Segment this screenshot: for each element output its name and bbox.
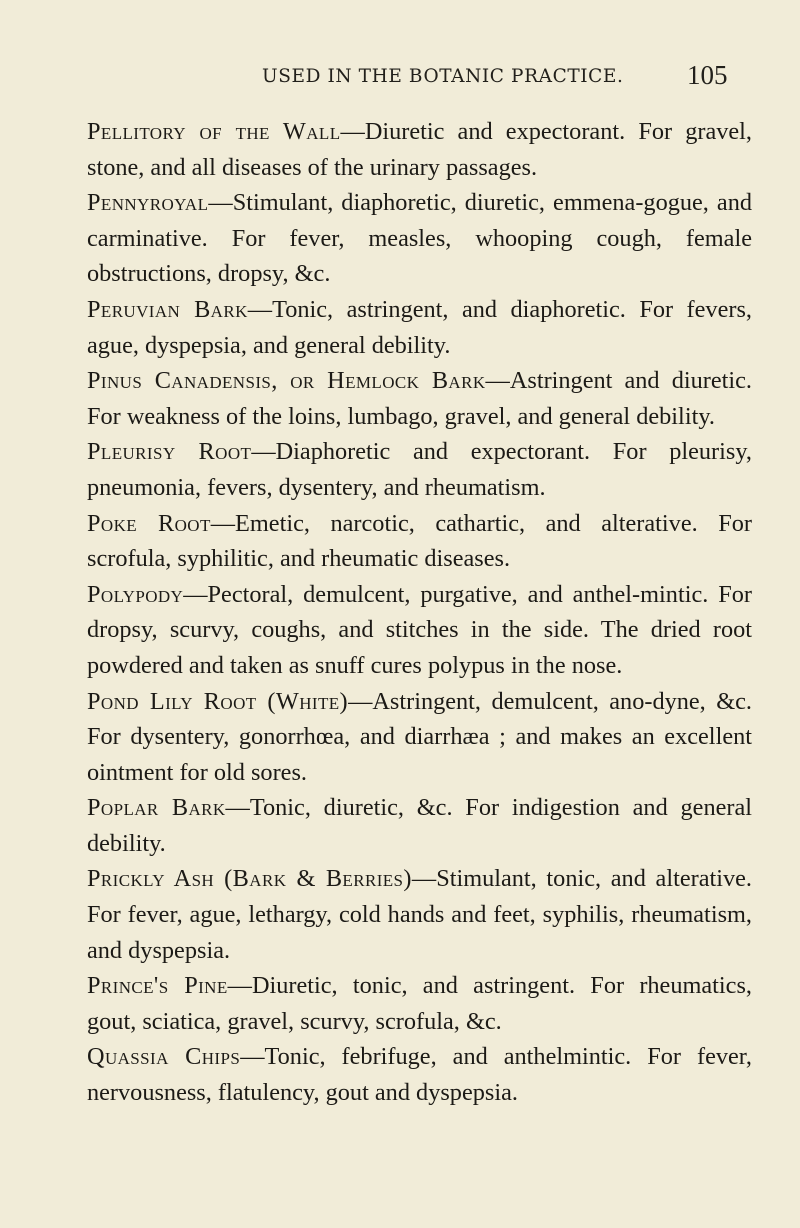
entry-pleurisy-root [87,434,752,505]
entry-text: —Tonic, diuretic, &c. For indigestion and general debility. [87,794,752,857]
entry-text: —Pectoral, demulcent, purgative, and anthel-mintic. For dropsy, scurvy, coughs, and stitches in the side. The dried root powdered and taken as snuff cures polypus in the nose. [87,580,752,679]
entry-headword: Prince's Pine [87,972,228,1000]
entry-text: —Stimulant, diaphoretic, diuretic, emmena-gogue, and carminative. For fever, measles, whooping cough, female obstructions, dropsy, &c. [87,189,752,288]
entry-peruvian-bark [87,292,752,363]
entry-headword: Poplar Bark [87,794,226,822]
entry-text: —Emetic, narcotic, cathartic, and alterative. For scrofula, syphilitic, and rheumatic diseases. [87,509,752,573]
body-text [87,114,752,1111]
entry-prickly-ash [87,861,752,968]
entry-text: —Astringent, demulcent, ano-dyne, &c. For dysentery, gonorrhœa, and diarrhæa ; and makes an excellent ointment for old sores. [87,687,752,786]
entry-text: —Stimulant, tonic, and alterative. For fever, ague, lethargy, cold hands and feet, syphilis, rheumatism, and dyspepsia. [87,865,752,964]
entry-pellitory-of-the-wall [87,114,752,185]
entry-headword: Pellitory of the Wall [87,118,341,145]
entry-text: —Diuretic and expectorant. For gravel, stone, and all diseases of the urinary passages. [87,118,753,181]
entry-poke-root [87,506,752,577]
entry-headword: Pleurisy Root [87,438,252,466]
entry-text: —Diuretic, tonic, and astringent. For rheumatics, gout, sciatica, gravel, scurvy, scrofula, &c. [87,972,752,1035]
entry-headword: Quassia Chips [87,1043,241,1071]
entry-headword: Prickly Ash (Bark & Berries) [87,865,412,893]
entry-text: —Tonic, astringent, and diaphoretic. For fevers, ague, dyspepsia, and general debility. [87,295,752,359]
entry-text: —Astringent and diuretic. For weakness of the loins, lumbago, gravel, and general debility. [87,367,752,430]
entry-headword: Peruvian Bark [87,295,248,323]
entry-poplar-bark [87,790,752,861]
running-header [0,60,800,94]
entry-pond-lily-root [87,684,752,791]
entry-pinus-canadensis [87,363,752,434]
entry-text: —Diaphoretic and expectorant. For pleurisy, pneumonia, fevers, dysentery, and rheumatism. [87,438,752,501]
entry-quassia-chips [87,1039,752,1110]
entry-text: —Tonic, febrifuge, and anthelmintic. For fever, nervousness, flatulency, gout and dyspepsia. [87,1043,752,1107]
running-title: USED IN THE BOTANIC PRACTICE. [262,66,624,87]
entry-headword: Pinus Canadensis, or Hemlock Bark [87,367,486,395]
entry-headword: Pond Lily Root (White) [87,687,349,715]
entry-headword: Polypody [87,580,184,608]
page-number: 105 [687,60,728,90]
entry-princes-pine [87,968,752,1039]
entry-headword: Pennyroyal [87,189,209,217]
entry-pennyroyal [87,185,752,292]
entry-polypody [87,577,752,684]
entry-headword: Poke Root [87,509,211,537]
